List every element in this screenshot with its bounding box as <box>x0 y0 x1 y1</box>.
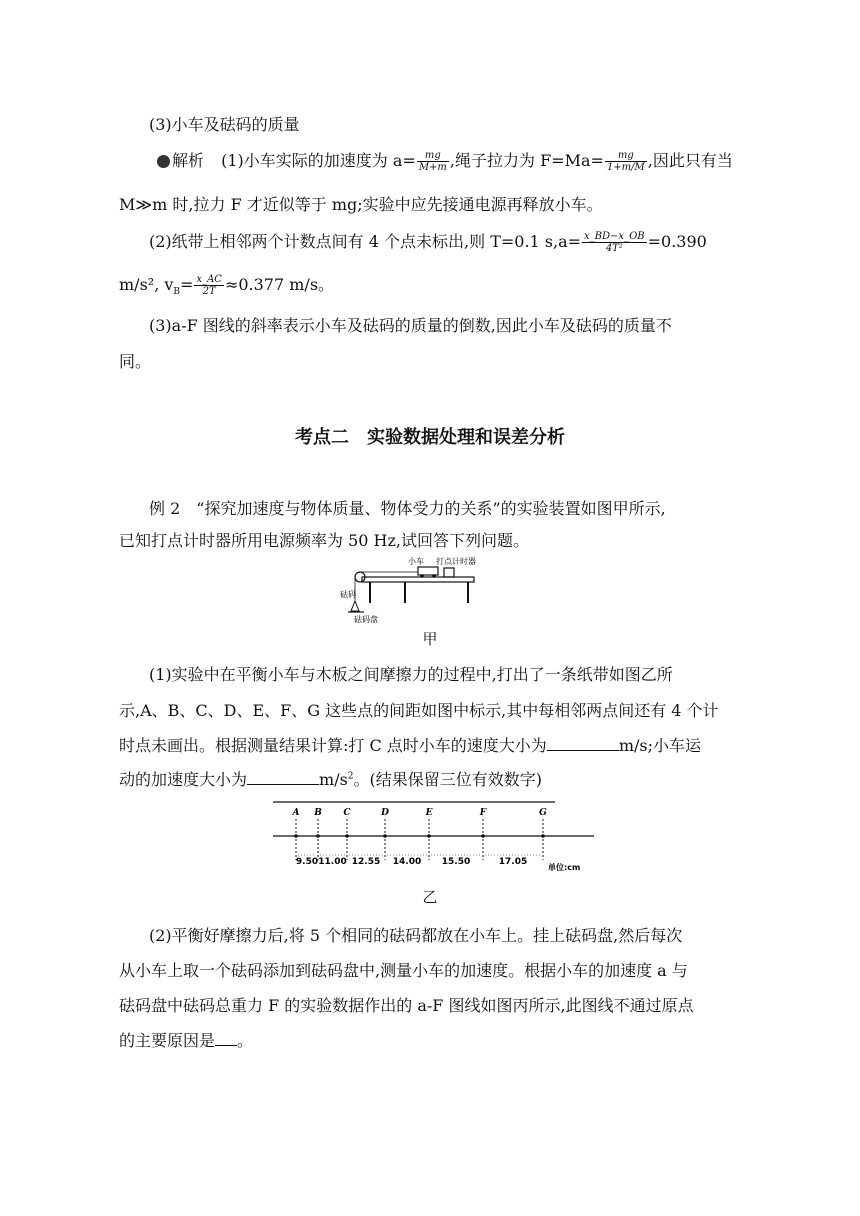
tape-distance-label: 12.55 <box>351 857 381 867</box>
answer-line-6: 同。 <box>119 352 152 371</box>
answer-line-4-sub: B <box>173 287 181 298</box>
car-icon <box>418 567 438 575</box>
tape-distance-label: 17.05 <box>498 857 528 867</box>
answer-line-3-a: (2)纸带上相邻两个计数点间有 4 个点未标出,则 T=0.1 s,a= <box>149 232 582 251</box>
tape-point-dot <box>481 834 485 838</box>
tape-point-dot <box>427 834 431 838</box>
answer-line-1-b: ,绳子拉力为 F=Ma= <box>449 151 604 170</box>
answer-part3-label: (3)小车及砝码的质量 <box>149 115 300 134</box>
fraction-acceleration: $\frac{x\_BD-x\_OB}{\text{4T²}}$ <box>584 231 645 254</box>
figure-caption-yi: 乙 <box>422 888 438 906</box>
tape-point-label: C <box>343 808 351 818</box>
answer-line-2: M≫m 时,拉力 F 才近似等于 mg;实验中应先接通电源再释放小车。 <box>119 195 603 214</box>
q1-line-4 <box>119 767 542 790</box>
label-car: 小车 <box>408 557 424 566</box>
label-pan: 砝码盘 <box>354 615 378 624</box>
answer-line-1 <box>157 148 733 173</box>
fraction-mg-over-1-plus-m-over-M: $\frac{mg}{1+m/M}$ <box>606 150 645 173</box>
q2-line-3: 砝码盘中砝码总重力 F 的实验数据作出的 a-F 图线如图丙所示,此图线不通过原点 <box>119 996 694 1015</box>
tape-point-label: F <box>479 808 487 818</box>
tape-point-dot <box>294 834 298 838</box>
label-weight: 砝码 <box>340 590 356 599</box>
answer-line-4-c: ≈0.377 m/s。 <box>224 275 335 294</box>
q1-line-4-a: 动的加速度大小为 <box>119 770 248 789</box>
q1-line-4-sup: 2 <box>347 771 354 782</box>
tape-point-dot <box>316 834 320 838</box>
tape-point-dot <box>383 834 387 838</box>
q2-line-2: 从小车上取一个砝码添加到砝码盘中,测量小车的加速度。根据小车的加速度 a 与 <box>119 961 688 980</box>
tape-distance-label: 14.00 <box>392 857 422 867</box>
example-line-1: 例 2 “探究加速度与物体质量、物体受力的关系”的实验装置如图甲所示, <box>149 499 666 518</box>
q1-line-1: (1)实验中在平衡小车与木板之间摩擦力的过程中,打出了一条纸带如图乙所 <box>149 665 673 684</box>
jiexi-tag: 解析 <box>172 151 205 170</box>
answer-line-4 <box>119 272 334 297</box>
q2-line-4-period: 。 <box>237 1031 254 1050</box>
answer-line-3-b: =0.390 <box>647 232 707 251</box>
label-timer: 打点计时器 <box>436 557 476 566</box>
q2-line-1: (2)平衡好摩擦力后,将 5 个相同的砝码都放在小车上。挂上砝码盘,然后每次 <box>149 926 683 945</box>
section-title: 考点二 实验数据处理和误差分析 <box>295 427 565 448</box>
q1-line-2: 示,A、B、C、D、E、F、G 这些点的间距如图中标示,其中每相邻两点间还有 4 个计 <box>119 701 719 720</box>
tape-point-label: D <box>381 808 389 818</box>
example-line-2: 已知打点计时器所用电源频率为 50 Hz,试回答下列问题。 <box>119 531 530 550</box>
table-top <box>362 577 474 582</box>
car-wheel-icon <box>432 574 436 578</box>
fraction-velocity: $\frac{x\_AC}{2T}$ <box>196 274 222 297</box>
tape-unit-label: 单位:cm <box>548 863 581 872</box>
q1-line-3-b: m/s;小车运 <box>618 736 701 755</box>
paper-tape-figure <box>270 798 600 876</box>
tape-distance-label: 11.00 <box>318 857 347 867</box>
car-wheel-icon <box>420 574 424 578</box>
answer-line-1-c: ,因此只有当 <box>647 151 733 170</box>
fraction-mg-over-M-plus-m: $\frac{mg}{M+m}$ <box>418 150 447 173</box>
tape-distance-label: 9.50 <box>295 857 319 867</box>
answer-blank-reason[interactable] <box>215 1031 237 1046</box>
answer-line-1-a: (1)小车实际的加速度为 a= <box>221 151 416 170</box>
answer-line-5: (3)a-F 图线的斜率表示小车及砝码的质量的倒数,因此小车及砝码的质量不 <box>149 316 672 335</box>
answer-line-3 <box>149 229 707 254</box>
answer-line-4-a: m/s², v <box>119 275 174 294</box>
figure-caption-jia: 甲 <box>422 630 438 648</box>
tape-point-label: E <box>425 808 433 818</box>
jiexi-icon <box>157 155 170 168</box>
tape-distance-label: 15.50 <box>441 857 471 867</box>
tape-point-label: B <box>314 808 322 818</box>
answer-blank-acceleration[interactable] <box>247 770 319 785</box>
answer-line-4-b: = <box>180 275 194 294</box>
apparatus-figure <box>340 555 530 625</box>
tape-point-dot <box>541 834 545 838</box>
timer-icon <box>444 568 454 577</box>
q1-line-3-a: 时点未画出。根据测量结果计算:打 C 点时小车的速度大小为 <box>119 736 547 755</box>
q1-line-4-b: m/s <box>319 770 348 789</box>
q2-line-4-text: 的主要原因是 <box>119 1031 216 1050</box>
q1-line-4-c: 。(结果保留三位有效数字) <box>353 770 543 789</box>
answer-blank-velocity[interactable] <box>547 736 619 751</box>
q2-line-4 <box>119 1028 253 1051</box>
tape-point-label: A <box>292 808 300 818</box>
q1-line-3 <box>119 733 701 756</box>
tape-point-dot <box>345 834 349 838</box>
weight-icon <box>351 601 359 611</box>
tape-point-label: G <box>539 808 547 818</box>
